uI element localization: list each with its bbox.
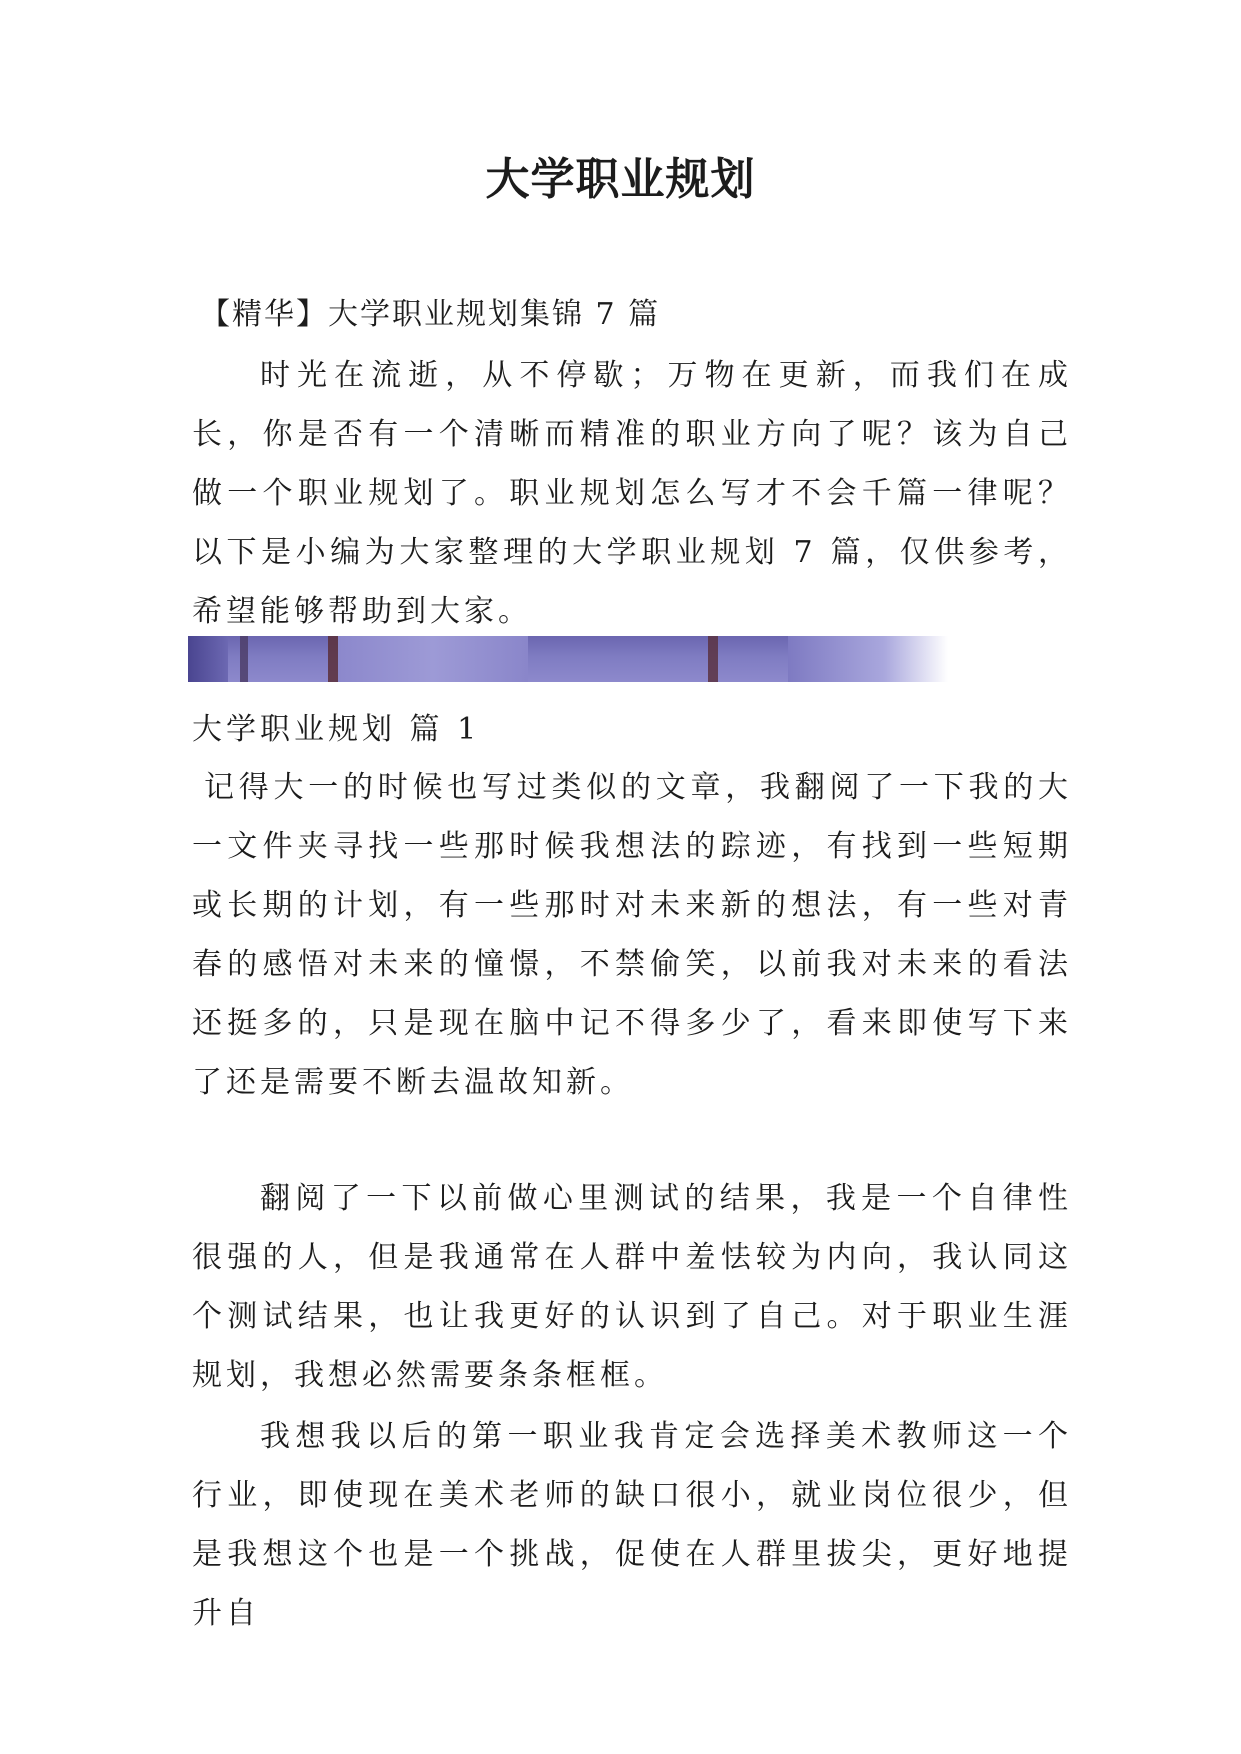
section-heading: 大学职业规划 篇 1 <box>192 712 481 747</box>
document-subtitle: 【精华】大学职业规划集锦 7 篇 <box>200 297 661 332</box>
body-paragraph-3: 我想我以后的第一职业我肯定会选择美术教师这一个行业，即使现在美术老师的缺口很小，就业岗位很少，但是我想这个也是一个挑战，促使在人群里拔尖，更好地提升自 <box>192 1419 1072 1631</box>
document-title: 大学职业规划 <box>485 154 756 205</box>
body-paragraph-1: 记得大一的时候也写过类似的文章，我翻阅了一下我的大一文件夹寻找一些那时候我想法的踪迹，有找到一些短期或长期的计划，有一些那时对未来新的想法，有一些对青春的感悟对未来的憧憬，不禁偷笑，以前我对未来的看法还挺多的，只是现在脑中记不得多少了，看来即使写下来了还是需要不断去温故知新。 <box>192 770 1072 1100</box>
body-paragraph-2: 翻阅了一下以前做心里测试的结果，我是一个自律性很强的人，但是我通常在人群中羞怯较为内向，我认同这个测试结果，也让我更好的认识到了自己。对于职业生涯规划，我想必然需要条条框框。 <box>192 1181 1072 1393</box>
intro-paragraph: 时光在流逝，从不停歇；万物在更新，而我们在成长，你是否有一个清晰而精准的职业方向了呢？该为自己做一个职业规划了。职业规划怎么写才不会千篇一律呢？以下是小编为大家整理的大学职业规划 7 篇，仅供参考，希望能够帮助到大家。 <box>192 358 1072 629</box>
decorative-image-strip <box>188 636 948 682</box>
